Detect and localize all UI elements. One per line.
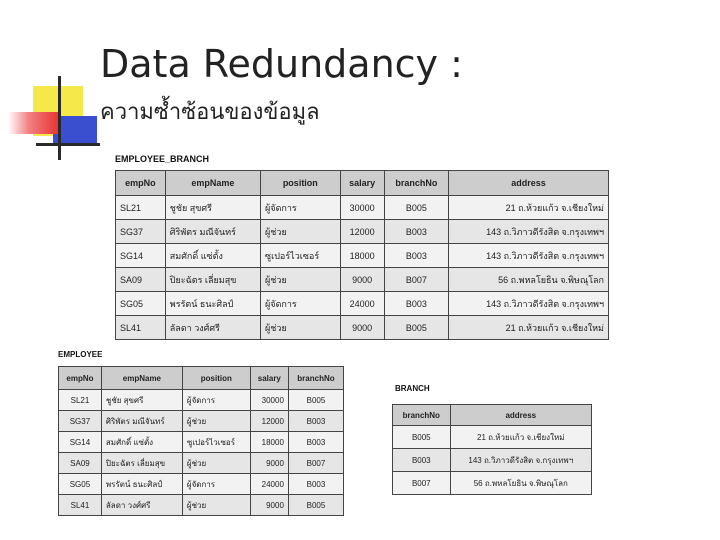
decor-vertical-line — [58, 76, 61, 160]
table-row — [116, 268, 609, 292]
cell-address: 143 ถ.วิภาวดีรังสิต จ.กรุงเทพฯ — [449, 244, 609, 268]
cell-address: 143 ถ.วิภาวดีรังสิต จ.กรุงเทพฯ — [449, 220, 609, 244]
cell-position: ผู้ช่วย — [261, 268, 341, 292]
cell-position: ผู้จัดการ — [261, 292, 341, 316]
cell-salary: 9000 — [340, 268, 384, 292]
column-header: branchNo — [393, 405, 451, 426]
cell-salary: 18000 — [250, 432, 288, 453]
cell-branchno: B007 — [384, 268, 448, 292]
column-header: address — [449, 171, 609, 196]
table-row — [393, 449, 592, 472]
table-row — [393, 472, 592, 495]
slide-title: Data Redundancy : — [100, 42, 463, 86]
cell-branchno: B003 — [384, 244, 448, 268]
cell-position: ผู้จัดการ — [182, 474, 250, 495]
cell-salary: 24000 — [250, 474, 288, 495]
cell-empname: ชูชัย สุขศรี — [101, 390, 182, 411]
column-header: empNo — [59, 367, 102, 390]
table-row — [59, 390, 344, 411]
cell-branchno: B005 — [288, 390, 343, 411]
cell-salary: 12000 — [340, 220, 384, 244]
cell-salary: 12000 — [250, 411, 288, 432]
cell-position: ผู้ช่วย — [261, 220, 341, 244]
cell-position: ซูเปอร์ไวเซอร์ — [261, 244, 341, 268]
decor-red-bar — [8, 112, 60, 134]
cell-empno: SL21 — [59, 390, 102, 411]
cell-empname: พรรัตน์ ธนะศิลป์ — [165, 292, 260, 316]
column-header: position — [261, 171, 341, 196]
column-header: empName — [165, 171, 260, 196]
column-header: salary — [340, 171, 384, 196]
column-header: branchNo — [384, 171, 448, 196]
cell-salary: 9000 — [250, 453, 288, 474]
cell-address: 143 ถ.วิภาวดีรังสิต จ.กรุงเทพฯ — [449, 292, 609, 316]
cell-empno: SG14 — [116, 244, 166, 268]
cell-empno: SA09 — [59, 453, 102, 474]
cell-salary: 18000 — [340, 244, 384, 268]
cell-empname: ปิยะฉัตร เลี่ยมสุข — [165, 268, 260, 292]
cell-empname: พรรัตน์ ธนะศิลป์ — [101, 474, 182, 495]
cell-branchno: B003 — [288, 432, 343, 453]
cell-empno: SG37 — [116, 220, 166, 244]
cell-empname: ชูชัย สุขศรี — [165, 196, 260, 220]
decor-horizontal-line — [36, 143, 100, 146]
cell-address: 56 ถ.พหลโยธิน จ.พิษณุโลก — [450, 472, 591, 495]
cell-position: ซูเปอร์ไวเซอร์ — [182, 432, 250, 453]
cell-salary: 9000 — [340, 316, 384, 340]
cell-branchno: B003 — [393, 449, 451, 472]
table-row — [59, 474, 344, 495]
cell-address: 21 ถ.ห้วยแก้ว จ.เชียงใหม่ — [450, 426, 591, 449]
cell-empname: ศิริพัตร มณีจันทร์ — [165, 220, 260, 244]
employee-caption: EMPLOYEE — [58, 350, 103, 359]
cell-branchno: B007 — [393, 472, 451, 495]
cell-empno: SG37 — [59, 411, 102, 432]
cell-branchno: B005 — [384, 316, 448, 340]
table-row — [116, 196, 609, 220]
column-header: salary — [250, 367, 288, 390]
cell-empname: ลัลดา วงศ์ศรี — [165, 316, 260, 340]
cell-position: ผู้จัดการ — [182, 390, 250, 411]
cell-empname: ศิริพัตร มณีจันทร์ — [101, 411, 182, 432]
cell-salary: 30000 — [340, 196, 384, 220]
employee-branch-table — [115, 170, 609, 340]
table-header-row — [116, 171, 609, 196]
column-header: address — [450, 405, 591, 426]
cell-address: 21 ถ.ห้วยแก้ว จ.เชียงใหม่ — [449, 196, 609, 220]
cell-address: 143 ถ.วิภาวดีรังสิต จ.กรุงเทพฯ — [450, 449, 591, 472]
cell-salary: 24000 — [340, 292, 384, 316]
employee-table — [58, 366, 344, 516]
cell-branchno: B003 — [288, 474, 343, 495]
cell-branchno: B003 — [384, 220, 448, 244]
table-row — [116, 292, 609, 316]
table-header-row — [59, 367, 344, 390]
cell-branchno: B003 — [384, 292, 448, 316]
cell-position: ผู้ช่วย — [182, 453, 250, 474]
cell-empname: สมศักดิ์ แซ่ตั้ง — [165, 244, 260, 268]
cell-branchno: B005 — [393, 426, 451, 449]
table-row — [59, 453, 344, 474]
column-header: empName — [101, 367, 182, 390]
cell-branchno: B005 — [384, 196, 448, 220]
table-row — [116, 220, 609, 244]
cell-address: 21 ถ.ห้วยแก้ว จ.เชียงใหม่ — [449, 316, 609, 340]
cell-empno: SG05 — [59, 474, 102, 495]
cell-empno: SL21 — [116, 196, 166, 220]
cell-branchno: B005 — [288, 495, 343, 516]
table-row — [116, 244, 609, 268]
branch-table — [392, 404, 592, 495]
cell-empno: SG14 — [59, 432, 102, 453]
table-row — [59, 495, 344, 516]
branch-caption: BRANCH — [395, 384, 430, 393]
employee-branch-caption: EMPLOYEE_BRANCH — [115, 154, 210, 164]
column-header: branchNo — [288, 367, 343, 390]
table-row — [59, 411, 344, 432]
cell-position: ผู้จัดการ — [261, 196, 341, 220]
cell-salary: 9000 — [250, 495, 288, 516]
cell-empno: SA09 — [116, 268, 166, 292]
column-header: empNo — [116, 171, 166, 196]
cell-salary: 30000 — [250, 390, 288, 411]
cell-position: ผู้ช่วย — [261, 316, 341, 340]
cell-position: ผู้ช่วย — [182, 495, 250, 516]
table-header-row — [393, 405, 592, 426]
cell-address: 56 ถ.พหลโยธิน จ.พิษณุโลก — [449, 268, 609, 292]
table-row — [393, 426, 592, 449]
table-row — [59, 432, 344, 453]
cell-empno: SL41 — [59, 495, 102, 516]
cell-empname: ปิยะฉัตร เลี่ยมสุข — [101, 453, 182, 474]
cell-branchno: B007 — [288, 453, 343, 474]
table-row — [116, 316, 609, 340]
slide-subtitle: ความซ้ำซ้อนของข้อมูล — [100, 100, 320, 125]
cell-empname: ลัลดา วงศ์ศรี — [101, 495, 182, 516]
cell-branchno: B003 — [288, 411, 343, 432]
column-header: position — [182, 367, 250, 390]
cell-empname: สมศักดิ์ แซ่ตั้ง — [101, 432, 182, 453]
cell-position: ผู้ช่วย — [182, 411, 250, 432]
cell-empno: SL41 — [116, 316, 166, 340]
cell-empno: SG05 — [116, 292, 166, 316]
